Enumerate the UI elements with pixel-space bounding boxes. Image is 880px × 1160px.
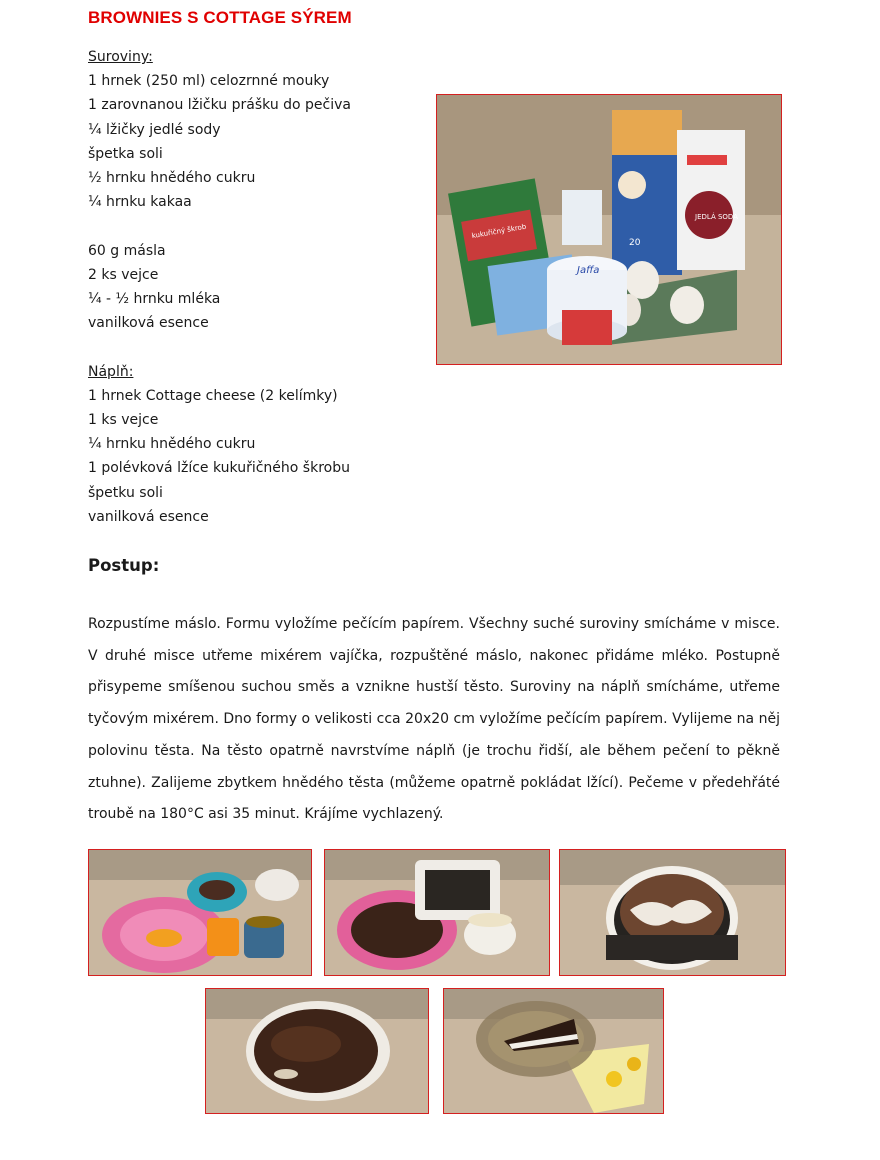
- ingredient-item: 60 g másla: [88, 242, 166, 259]
- step-photo-baked: [205, 988, 429, 1114]
- recipe-title: BROWNIES S COTTAGE SÝREM: [88, 8, 352, 27]
- filling-item: 1 ks vejce: [88, 412, 159, 429]
- method-heading: Postup:: [88, 556, 160, 575]
- ingredient-item: vanilková esence: [88, 315, 209, 332]
- step-photo-layered-pan: [559, 849, 786, 976]
- soda-label: JEDLÁ SODA: [695, 213, 738, 221]
- step-photo-slice: [443, 988, 664, 1114]
- ingredient-item: 1 hrnek (250 ml) celozrnné mouky: [88, 73, 330, 90]
- ingredient-item: ½ hrnku hnědého cukru: [88, 170, 256, 187]
- ingredients-photo: [436, 94, 782, 365]
- ingredient-item: ¼ hrnku kakaa: [88, 194, 192, 211]
- filling-item: 1 hrnek Cottage cheese (2 kelímky): [88, 387, 338, 404]
- baking-powder-label: 20: [629, 238, 641, 248]
- ingredient-item: 2 ks vejce: [88, 266, 159, 283]
- ingredients-list: [88, 45, 351, 529]
- method-text: Rozpustíme máslo. Formu vyložíme pečícím papírem. Všechny suché suroviny smícháme v misce. V druhé misce utřeme mixérem vajíčka, rozpuštěné máslo, nakonec přidáme mléko. Postupně přisypeme smíšenou suchou směs a vznikne hustší těsto. Suroviny na náplň smícháme, utřeme tyčovým mixérem. Dno formy o velikosti cca 20x20 cm vyložíme pečícím papírem. Vylijeme na něj polovinu těsta. Na těsto opatrně navrstvíme náplň (je trochu řidší, ale během pečení to pěkně ztuhne). Zalijeme zbytkem hnědého těsta (můžeme opatrně pokládat lžící). Pečeme v předehřáté troubě na 180°C asi 35 minut. Krájíme vychlazený.: [88, 616, 780, 823]
- filling-item: špetku soli: [88, 484, 163, 501]
- ingredients-heading: Suroviny:: [88, 49, 153, 65]
- filling-heading: Náplň:: [88, 363, 134, 380]
- ingredient-item: ¼ - ½ hrnku mléka: [88, 291, 221, 308]
- cheese-cup-label: Jaffa: [577, 265, 600, 276]
- ingredient-item: špetka soli: [88, 145, 163, 162]
- ingredient-item: ¼ lžičky jedlé sody: [88, 121, 221, 138]
- ingredient-item: 1 zarovnanou lžičku prášku do pečiva: [88, 97, 351, 114]
- filling-item: 1 polévková lžíce kukuřičného škrobu: [88, 460, 350, 477]
- filling-item: vanilková esence: [88, 508, 209, 525]
- step-photo-batter: [324, 849, 550, 976]
- filling-item: ¼ hrnku hnědého cukru: [88, 436, 256, 453]
- cornstarch-label: kukuřičný škrob: [471, 222, 527, 241]
- step-photo-bowls: [88, 849, 312, 976]
